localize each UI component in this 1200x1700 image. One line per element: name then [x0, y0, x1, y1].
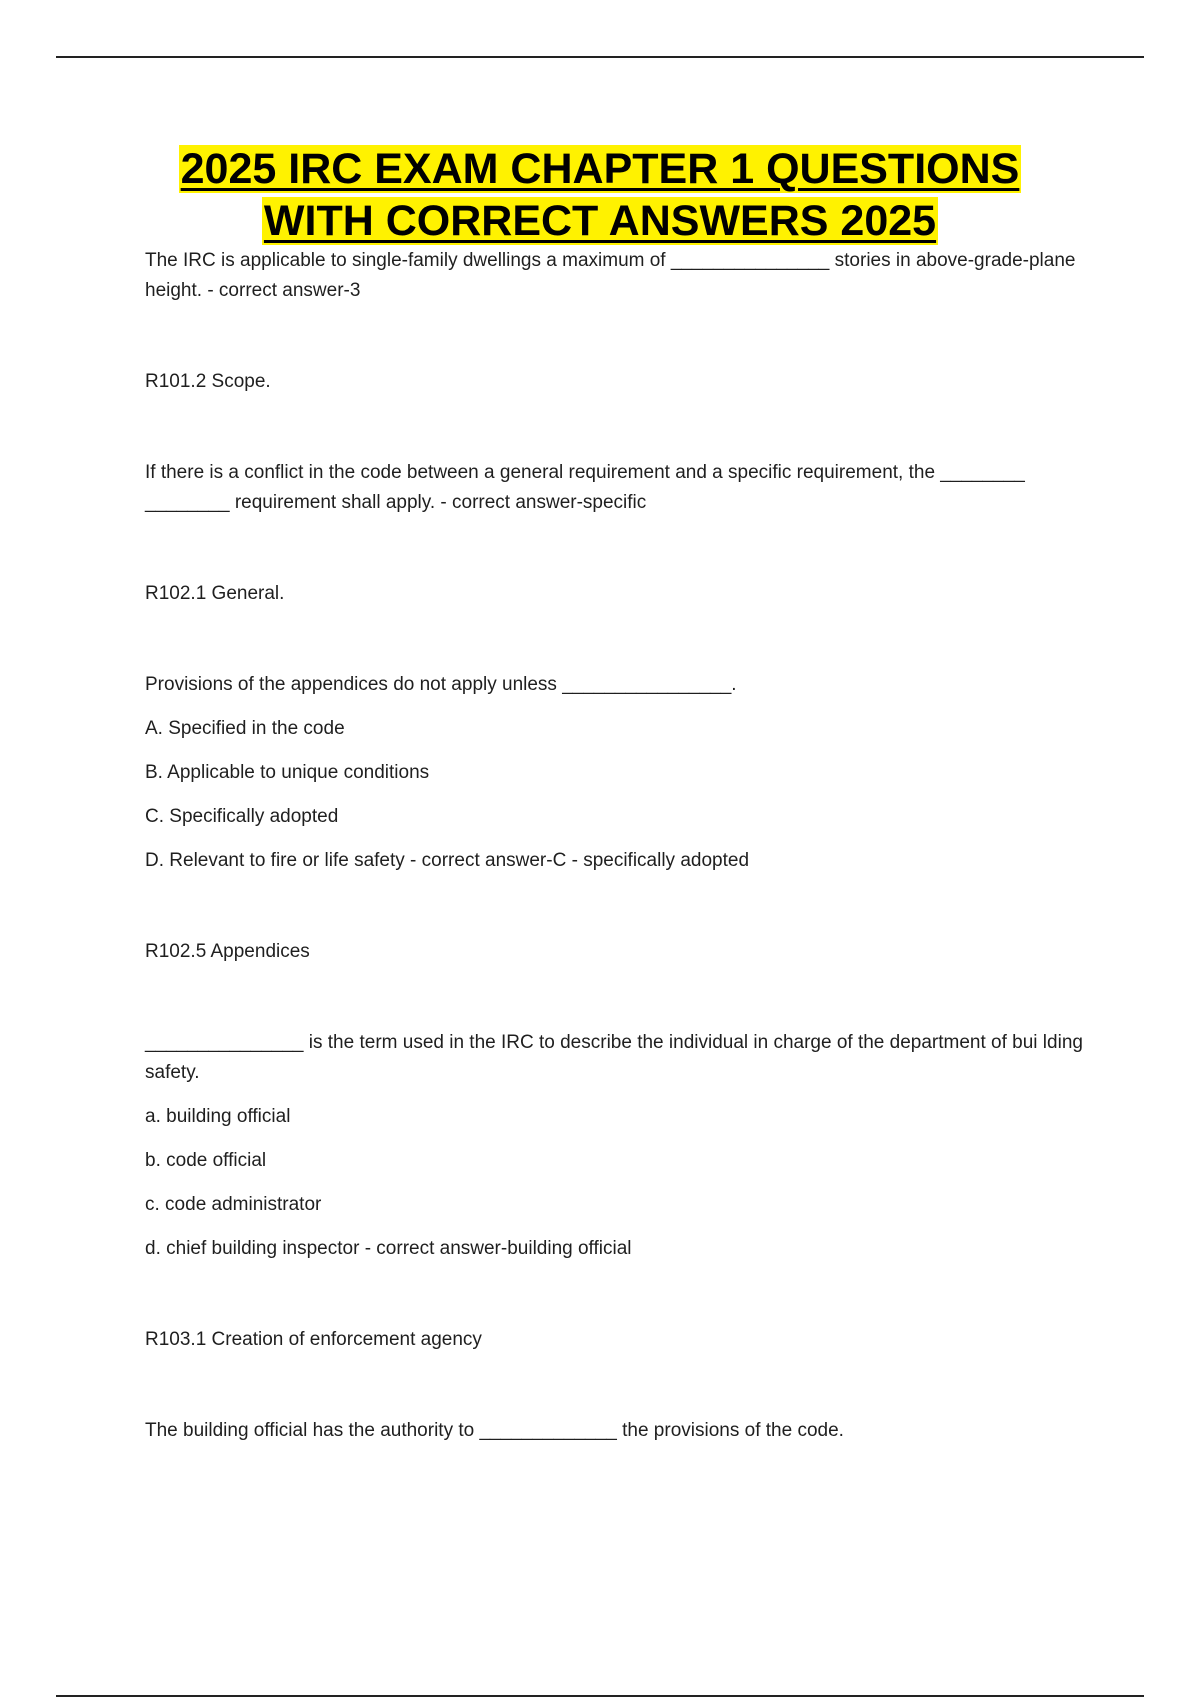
question-1: The IRC is applicable to single-family dwellings a maximum of _______________ stories in above-grade-plane height. - correct answer-3 — [145, 250, 1076, 301]
document-title — [0, 143, 1200, 247]
question-4-option: b. code official — [145, 1150, 267, 1171]
top-rule — [56, 56, 1144, 58]
reference-2: R102.1 General. — [145, 583, 285, 604]
reference-4: R103.1 Creation of enforcement agency — [145, 1329, 482, 1350]
question-5: The building official has the authority to _____________ the provisions of the code. — [145, 1420, 844, 1441]
question-2: If there is a conflict in the code between a general requirement and a specific requirement, the ________ ________ requirement shall apply. - correct answer-specific — [145, 462, 1025, 513]
bottom-rule — [56, 1695, 1144, 1697]
question-3-option: D. Relevant to fire or life safety - correct answer-C - specifically adopted — [145, 850, 750, 871]
question-3-option: A. Specified in the code — [145, 718, 345, 739]
document-body — [145, 246, 1090, 1446]
reference-3: R102.5 Appendices — [145, 941, 310, 962]
question-3: Provisions of the appendices do not apply unless ________________. — [145, 674, 737, 695]
question-4-option: a. building official — [145, 1106, 291, 1127]
question-3-option: C. Specifically adopted — [145, 806, 339, 827]
question-3-option: B. Applicable to unique conditions — [145, 762, 430, 783]
question-4-option: d. chief building inspector - correct answer-building official — [145, 1238, 632, 1259]
question-4: _______________ is the term used in the IRC to describe the individual in charge of the department of bui lding safety. — [145, 1032, 1083, 1083]
question-4-option: c. code administrator — [145, 1194, 322, 1215]
title-line-1: 2025 IRC EXAM CHAPTER 1 QUESTIONS — [180, 145, 1020, 193]
title-line-2: WITH CORRECT ANSWERS 2025 — [263, 197, 937, 245]
reference-1: R101.2 Scope. — [145, 371, 271, 392]
